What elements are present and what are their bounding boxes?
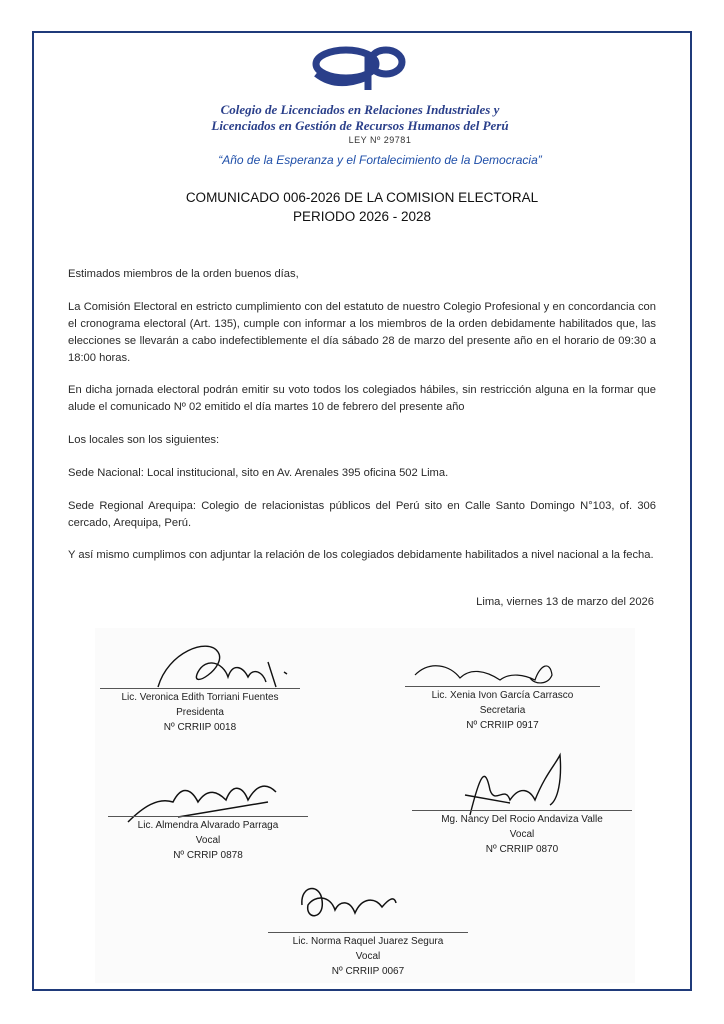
institution-logo xyxy=(306,42,414,94)
signature-line xyxy=(405,686,600,687)
signature-block-secretaria xyxy=(405,686,600,733)
signature-scribble-vocal-3 xyxy=(290,875,400,935)
signature-block-vocal-2 xyxy=(412,810,632,857)
signer-name: Lic. Norma Raquel Juarez Segura xyxy=(292,936,444,947)
signer-registration: Nº CRRIP 0878 xyxy=(173,850,243,861)
signature-line xyxy=(100,688,300,689)
signature-block-presidenta xyxy=(100,688,300,735)
signer-registration: Nº CRRIIP 0067 xyxy=(331,966,405,977)
document-title: COMUNICADO 006-2026 DE LA COMISION ELECTORAL xyxy=(185,190,539,205)
paragraph-3: Los locales son los siguientes: xyxy=(68,434,220,446)
signature-line xyxy=(108,816,308,817)
signature-line xyxy=(268,932,468,933)
signature-block-vocal-1 xyxy=(108,816,308,863)
paragraph-6: Y así mismo cumplimos con adjuntar la relación de los colegiados debidamente habilitados a nivel nacional a la fecha. xyxy=(68,549,654,561)
law-number: LEY Nº 29781 xyxy=(348,135,412,145)
signer-name: Mg. Nancy Del Rocio Andaviza Valle xyxy=(441,814,603,825)
institution-name-line2: Licenciados en Gestión de Recursos Humanos del Perú xyxy=(211,118,509,133)
institution-name-line1: Colegio de Licenciados en Relaciones Industriales y xyxy=(220,102,500,117)
signer-role: Vocal xyxy=(355,951,381,962)
signer-registration: Nº CRRIIP 0018 xyxy=(163,722,237,733)
year-motto: “Año de la Esperanza y el Fortalecimiento de la Democracia” xyxy=(218,153,542,167)
paragraph-1: La Comisión Electoral en estricto cumplimiento con del estatuto de nuestro Colegio Profesional y en concordancia con el cronograma electoral (Art. 135), cumple con informar a los miembros de la orden debidamente habilitados que, las elecciones se llevarán a cabo indefectiblemente el día sábado 28 de marzo del presente año en el horario de 09:30 a 18:00 horas. xyxy=(68,301,656,364)
paragraph-5: Sede Regional Arequipa: Colegio de relacionistas públicos del Perú sito en Calle Santo Domingo N°103, of. 306 cercado, Arequipa, Perú. xyxy=(68,500,656,529)
signer-role: Secretaria xyxy=(479,705,526,716)
document-subtitle: PERIODO 2026 - 2028 xyxy=(292,209,432,224)
paragraph-2: En dicha jornada electoral podrán emitir su voto todos los colegiados hábiles, sin restricción alguna en la formar que alude el comunicado Nº 02 emitido el día martes 10 de febrero del presente año xyxy=(68,384,656,413)
document-date: Lima, viernes 13 de marzo del 2026 xyxy=(476,596,654,608)
signer-name: Lic. Xenia Ivon García Carrasco xyxy=(431,690,574,701)
signature-block-vocal-3 xyxy=(268,932,468,979)
signer-role: Vocal xyxy=(509,829,535,840)
paragraph-4: Sede Nacional: Local institucional, sito en Av. Arenales 395 oficina 502 Lima. xyxy=(68,467,449,479)
signer-role: Presidenta xyxy=(176,707,224,718)
signer-registration: Nº CRRIIP 0917 xyxy=(466,720,539,731)
signer-name: Lic. Veronica Edith Torriani Fuentes xyxy=(121,692,279,703)
greeting: Estimados miembros de la orden buenos días, xyxy=(68,268,299,280)
signature-line xyxy=(412,810,632,811)
signer-name: Lic. Almendra Alvarado Parraga xyxy=(137,820,279,831)
signer-role: Vocal xyxy=(195,835,221,846)
signer-registration: Nº CRRIIP 0870 xyxy=(485,844,559,855)
